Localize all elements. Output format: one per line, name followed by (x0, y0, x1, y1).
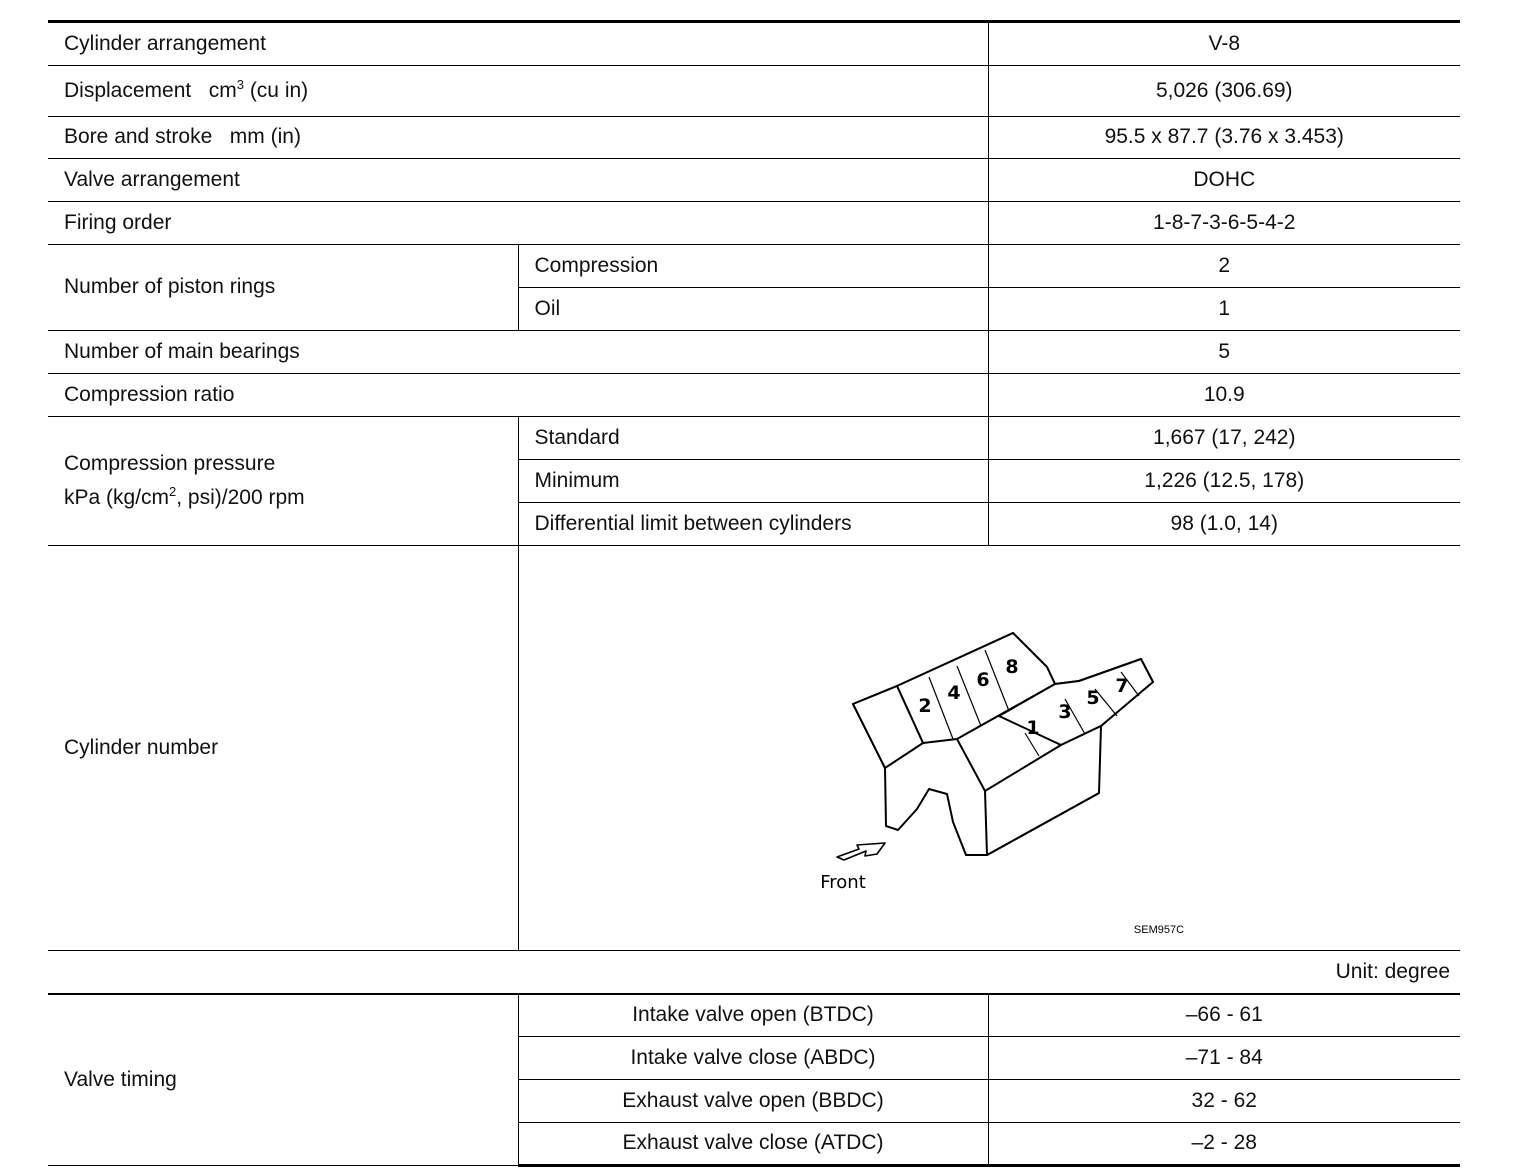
unit-note: Unit: degree (48, 951, 1460, 994)
valve-timing-item-value: –66 - 61 (988, 994, 1460, 1037)
row-valve-arrangement (48, 159, 1460, 202)
compression-standard-label: Standard (518, 417, 988, 460)
cylinder-label-right-2: 5 (1085, 687, 1100, 709)
cylinder-diagram (519, 546, 1459, 950)
displacement-label: Displacement (64, 79, 192, 103)
row-valve-timing-0 (48, 994, 1460, 1037)
piston-rings-compression-value: 2 (988, 245, 1460, 288)
compression-ratio-label: Compression ratio (48, 374, 988, 417)
bore-stroke-label-cell (48, 117, 988, 159)
cylinder-label-left-1: 4 (946, 682, 961, 704)
cylinder-arrangement-value: V-8 (988, 22, 1460, 66)
row-displacement (48, 66, 1460, 117)
compression-pressure-label: Compression pressure (64, 452, 276, 476)
displacement-unit-pre: cm (208, 79, 237, 103)
displacement-unit-post: (cu in) (243, 79, 309, 103)
row-compression-ratio (48, 374, 1460, 417)
row-main-bearings (48, 331, 1460, 374)
valve-timing-item-label: Intake valve open (BTDC) (518, 994, 988, 1037)
compression-pressure-label-cell (48, 417, 518, 546)
bore-stroke-value: 95.5 x 87.7 (3.76 x 3.453) (988, 117, 1460, 159)
valve-arrangement-label: Valve arrangement (48, 159, 988, 202)
valve-arrangement-value: DOHC (988, 159, 1460, 202)
valve-timing-item-label: Exhaust valve open (BBDC) (518, 1080, 988, 1123)
bore-stroke-label: Bore and stroke (64, 125, 213, 149)
cylinder-number-label: Cylinder number (48, 546, 518, 951)
front-label: Front (819, 872, 866, 893)
displacement-label-cell (48, 66, 988, 117)
cylinder-label-right-0: 1 (1025, 717, 1040, 739)
compression-differential-label: Differential limit between cylinders (518, 503, 988, 546)
row-firing-order (48, 202, 1460, 245)
row-cylinder-number (48, 546, 1460, 951)
compression-pressure-unit-pre: kPa (kg/cm (64, 486, 170, 509)
compression-pressure-unit-sup: 2 (169, 484, 177, 499)
piston-rings-oil-value: 1 (988, 288, 1460, 331)
row-piston-rings-compression (48, 245, 1460, 288)
engine-spec-table (48, 20, 1460, 1167)
row-bore-stroke (48, 117, 1460, 159)
cylinder-diagram-cell (518, 546, 1460, 951)
cylinder-label-left-2: 6 (975, 669, 990, 691)
row-compression-standard (48, 417, 1460, 460)
cylinder-label-left-3: 8 (1004, 656, 1019, 678)
valve-timing-label: Valve timing (48, 994, 518, 1166)
valve-timing-item-value: –71 - 84 (988, 1037, 1460, 1080)
valve-timing-item-label: Exhaust valve close (ATDC) (518, 1123, 988, 1166)
cylinder-label-left-0: 2 (917, 695, 932, 717)
main-bearings-label: Number of main bearings (48, 331, 988, 374)
valve-timing-item-value: –2 - 28 (988, 1123, 1460, 1166)
firing-order-value: 1-8-7-3-6-5-4-2 (988, 202, 1460, 245)
cylinder-label-right-1: 3 (1057, 701, 1072, 723)
row-cylinder-arrangement (48, 22, 1460, 66)
bore-stroke-unit: mm (in) (229, 125, 301, 149)
compression-minimum-label: Minimum (518, 460, 988, 503)
piston-rings-label: Number of piston rings (48, 245, 518, 331)
row-unit-note (48, 951, 1460, 994)
cylinder-label-right-3: 7 (1114, 675, 1129, 697)
figure-code: SEM957C (1133, 924, 1184, 936)
main-bearings-value: 5 (988, 331, 1460, 374)
compression-standard-value: 1,667 (17, 242) (988, 417, 1460, 460)
compression-differential-value: 98 (1.0, 14) (988, 503, 1460, 546)
piston-rings-oil-label: Oil (518, 288, 988, 331)
compression-ratio-value: 10.9 (988, 374, 1460, 417)
cylinder-arrangement-label: Cylinder arrangement (48, 22, 988, 66)
firing-order-label: Firing order (48, 202, 988, 245)
displacement-value: 5,026 (306.69) (988, 66, 1460, 117)
front-arrow-icon (837, 843, 885, 860)
piston-rings-compression-label: Compression (518, 245, 988, 288)
compression-minimum-value: 1,226 (12.5, 178) (988, 460, 1460, 503)
valve-timing-item-label: Intake valve close (ABDC) (518, 1037, 988, 1080)
valve-timing-item-value: 32 - 62 (988, 1080, 1460, 1123)
displacement-unit-sup: 3 (236, 77, 244, 93)
compression-pressure-unit-post: , psi)/200 rpm (176, 486, 305, 509)
